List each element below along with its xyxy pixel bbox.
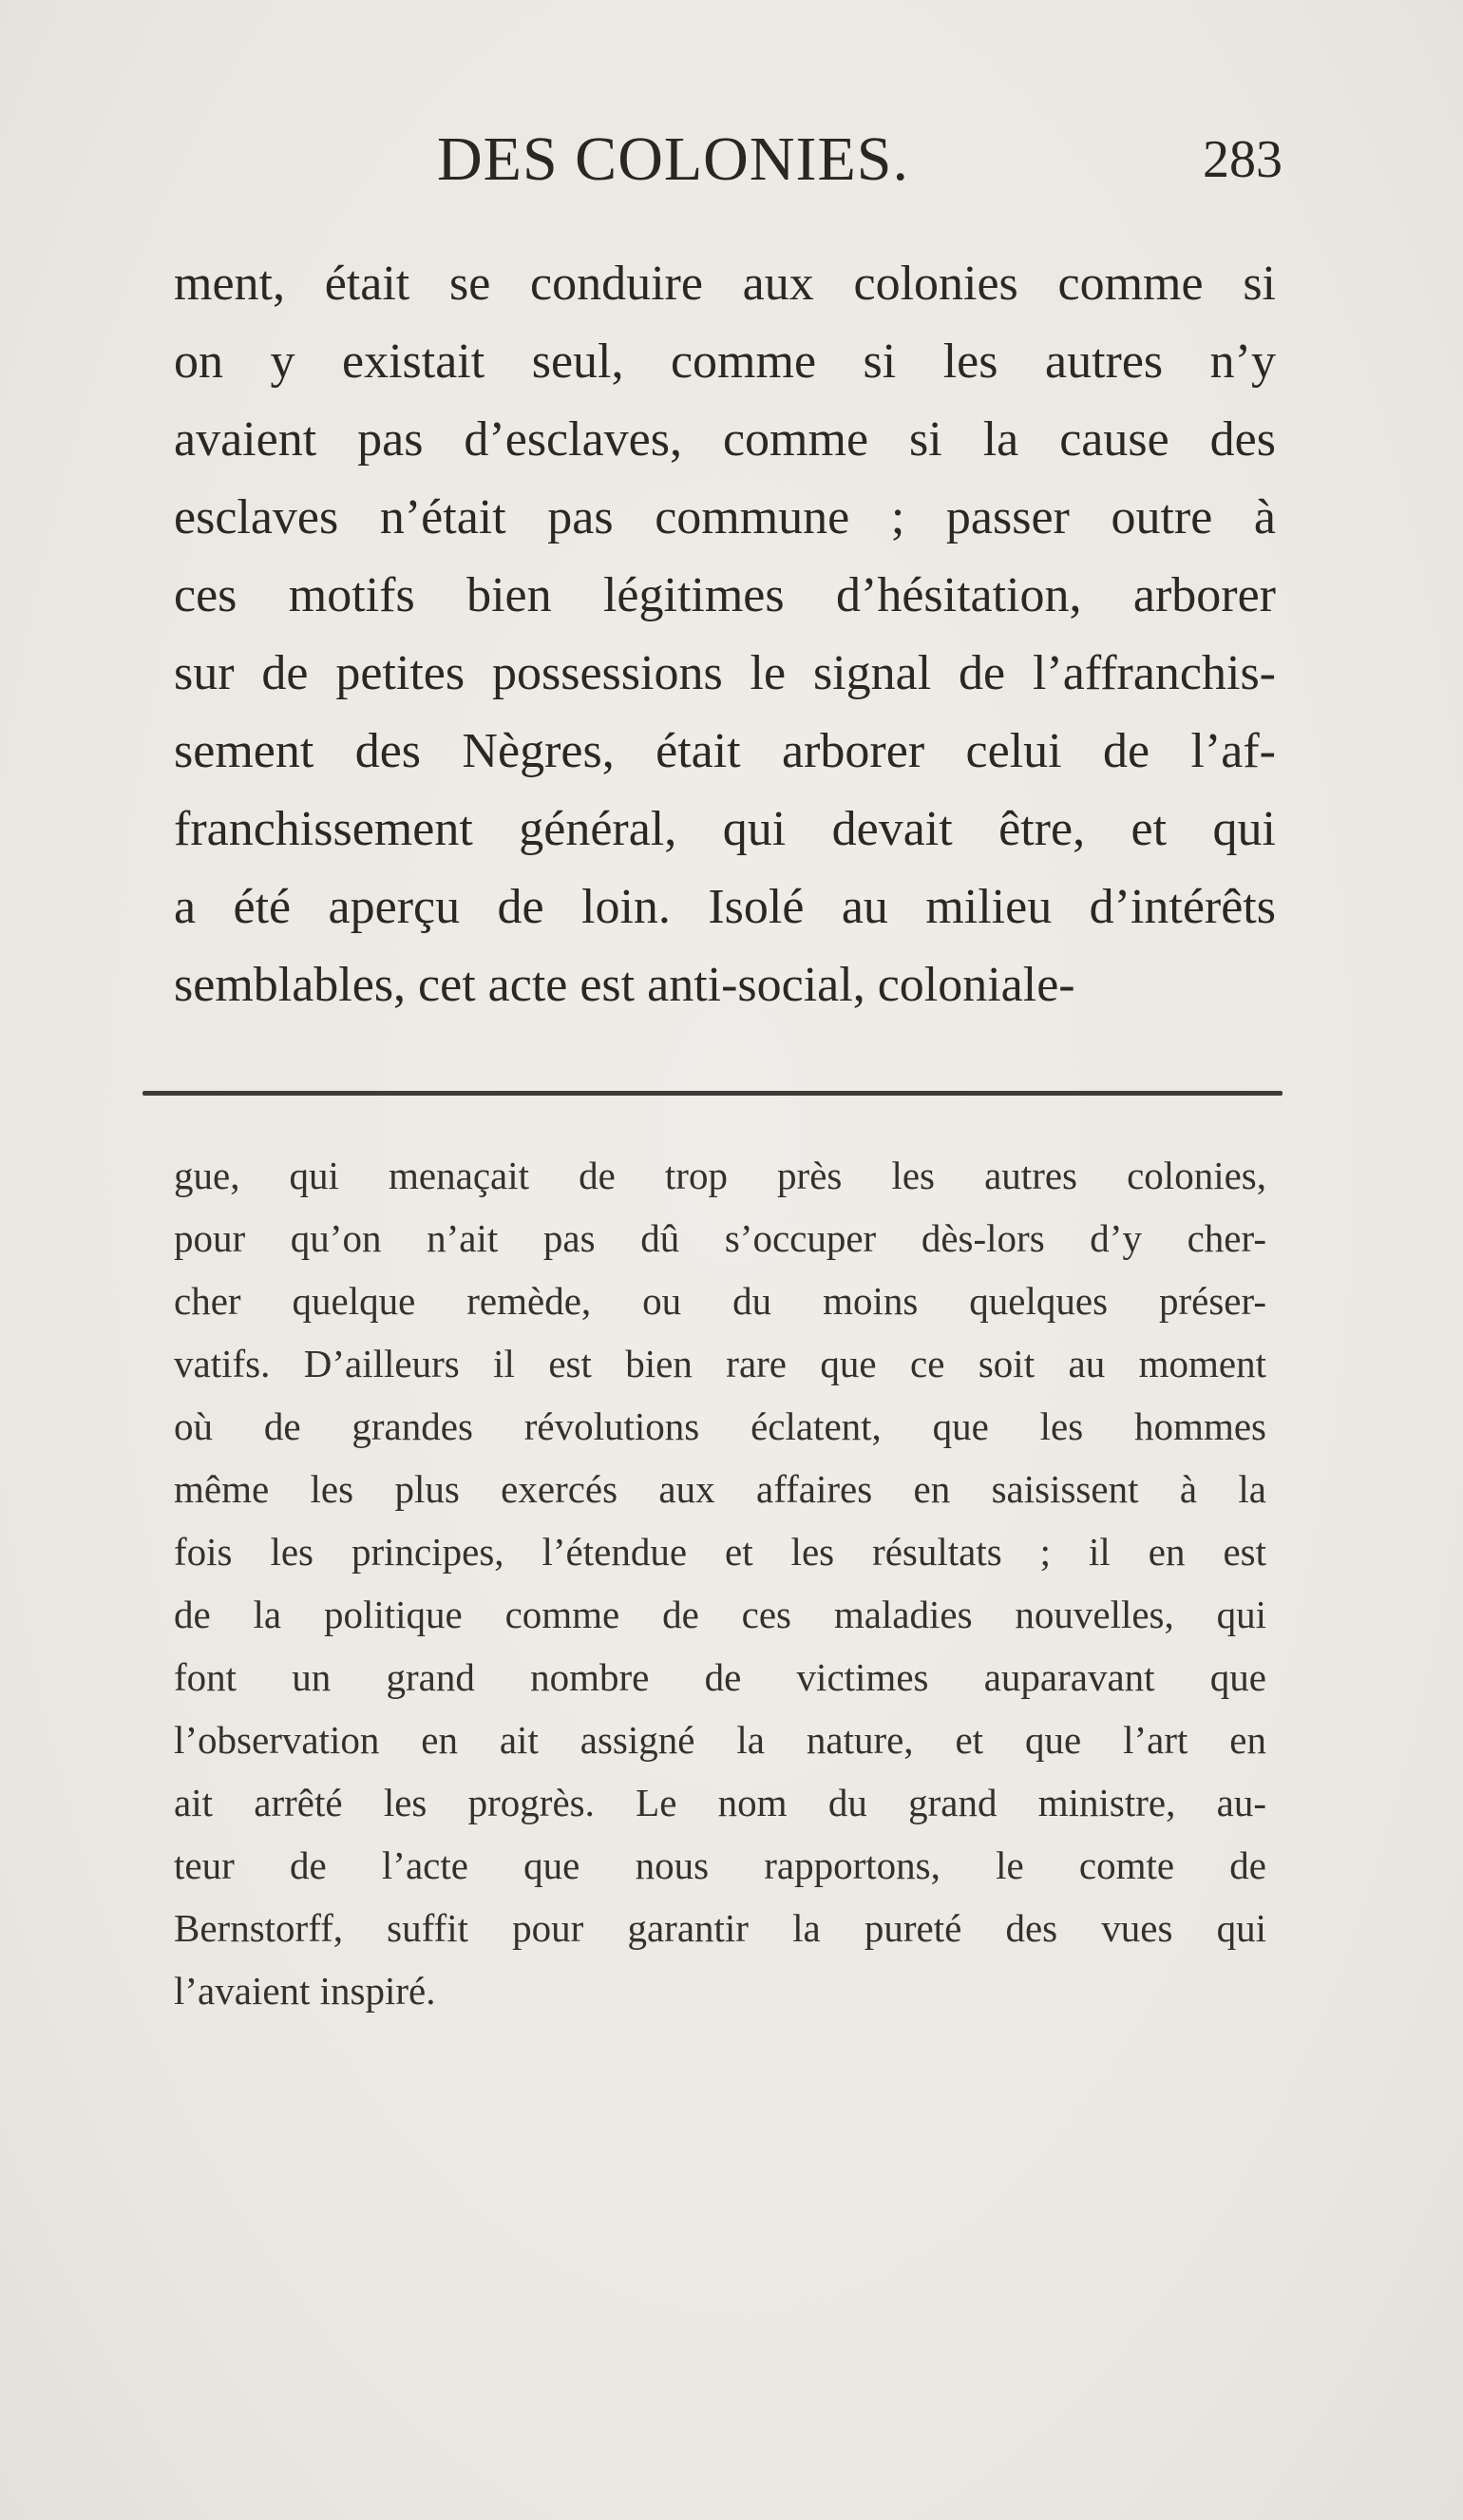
footnote-line: teur de l’acte que nous rapportons, le comte de [174, 1843, 1266, 1887]
footnote-line: pour qu’on n’ait pas dû s’occuper dès-lors d’y cher- [174, 1216, 1266, 1260]
footnote-line: l’observation en ait assigné la nature, et que l’art en [174, 1718, 1266, 1762]
footnote-separator-rule [142, 1091, 1282, 1096]
main-text-line: ment, était se conduire aux colonies comme si [174, 257, 1276, 311]
page-header [142, 124, 1282, 200]
main-text-line: semblables, cet acte est anti-social, coloniale- [174, 958, 1075, 1012]
main-text-line: sur de petites possessions le signal de l’affranchis- [174, 646, 1276, 700]
footnote-line: fois les principes, l’étendue et les résultats ; il en est [174, 1530, 1266, 1574]
footnote-line: font un grand nombre de victimes auparavant que [174, 1655, 1266, 1699]
footnote-line: ait arrêté les progrès. Le nom du grand ministre, au- [174, 1781, 1266, 1824]
main-text-line: sement des Nègres, était arborer celui de l’af- [174, 724, 1276, 778]
footnote-line: vatifs. D’ailleurs il est bien rare que ce soit au moment [174, 1342, 1266, 1385]
page-number: 283 [1203, 130, 1282, 189]
main-text-line: franchissement général, qui devait être, et qui [174, 802, 1276, 856]
main-text-line: ces motifs bien légitimes d’hésitation, arborer [174, 568, 1276, 622]
footnote-line: Bernstorff, suffit pour garantir la pureté des vues qui [174, 1906, 1266, 1950]
footnote-line: où de grandes révolutions éclatent, que les hommes [174, 1404, 1266, 1448]
footnote-block [174, 1144, 1266, 2022]
footnote-line: cher quelque remède, ou du moins quelques préser- [174, 1279, 1266, 1323]
main-text-line: esclaves n’était pas commune ; passer outre à [174, 490, 1276, 544]
footnote-line: même les plus exercés aux affaires en saisissent à la [174, 1467, 1266, 1511]
footnote-line: l’avaient inspiré. [174, 1969, 436, 2013]
main-text-line: on y existait seul, comme si les autres n’y [174, 334, 1276, 389]
main-text-line: a été aperçu de loin. Isolé au milieu d’intérêts [174, 880, 1276, 934]
footnote-line: de la politique comme de ces maladies nouvelles, qui [174, 1593, 1266, 1636]
footnote-line: gue, qui menaçait de trop près les autres colonies, [174, 1154, 1266, 1197]
main-text-line: avaient pas d’esclaves, comme si la cause des [174, 412, 1276, 467]
main-text-block [174, 245, 1276, 1024]
running-title: DES COLONIES. [437, 124, 910, 194]
